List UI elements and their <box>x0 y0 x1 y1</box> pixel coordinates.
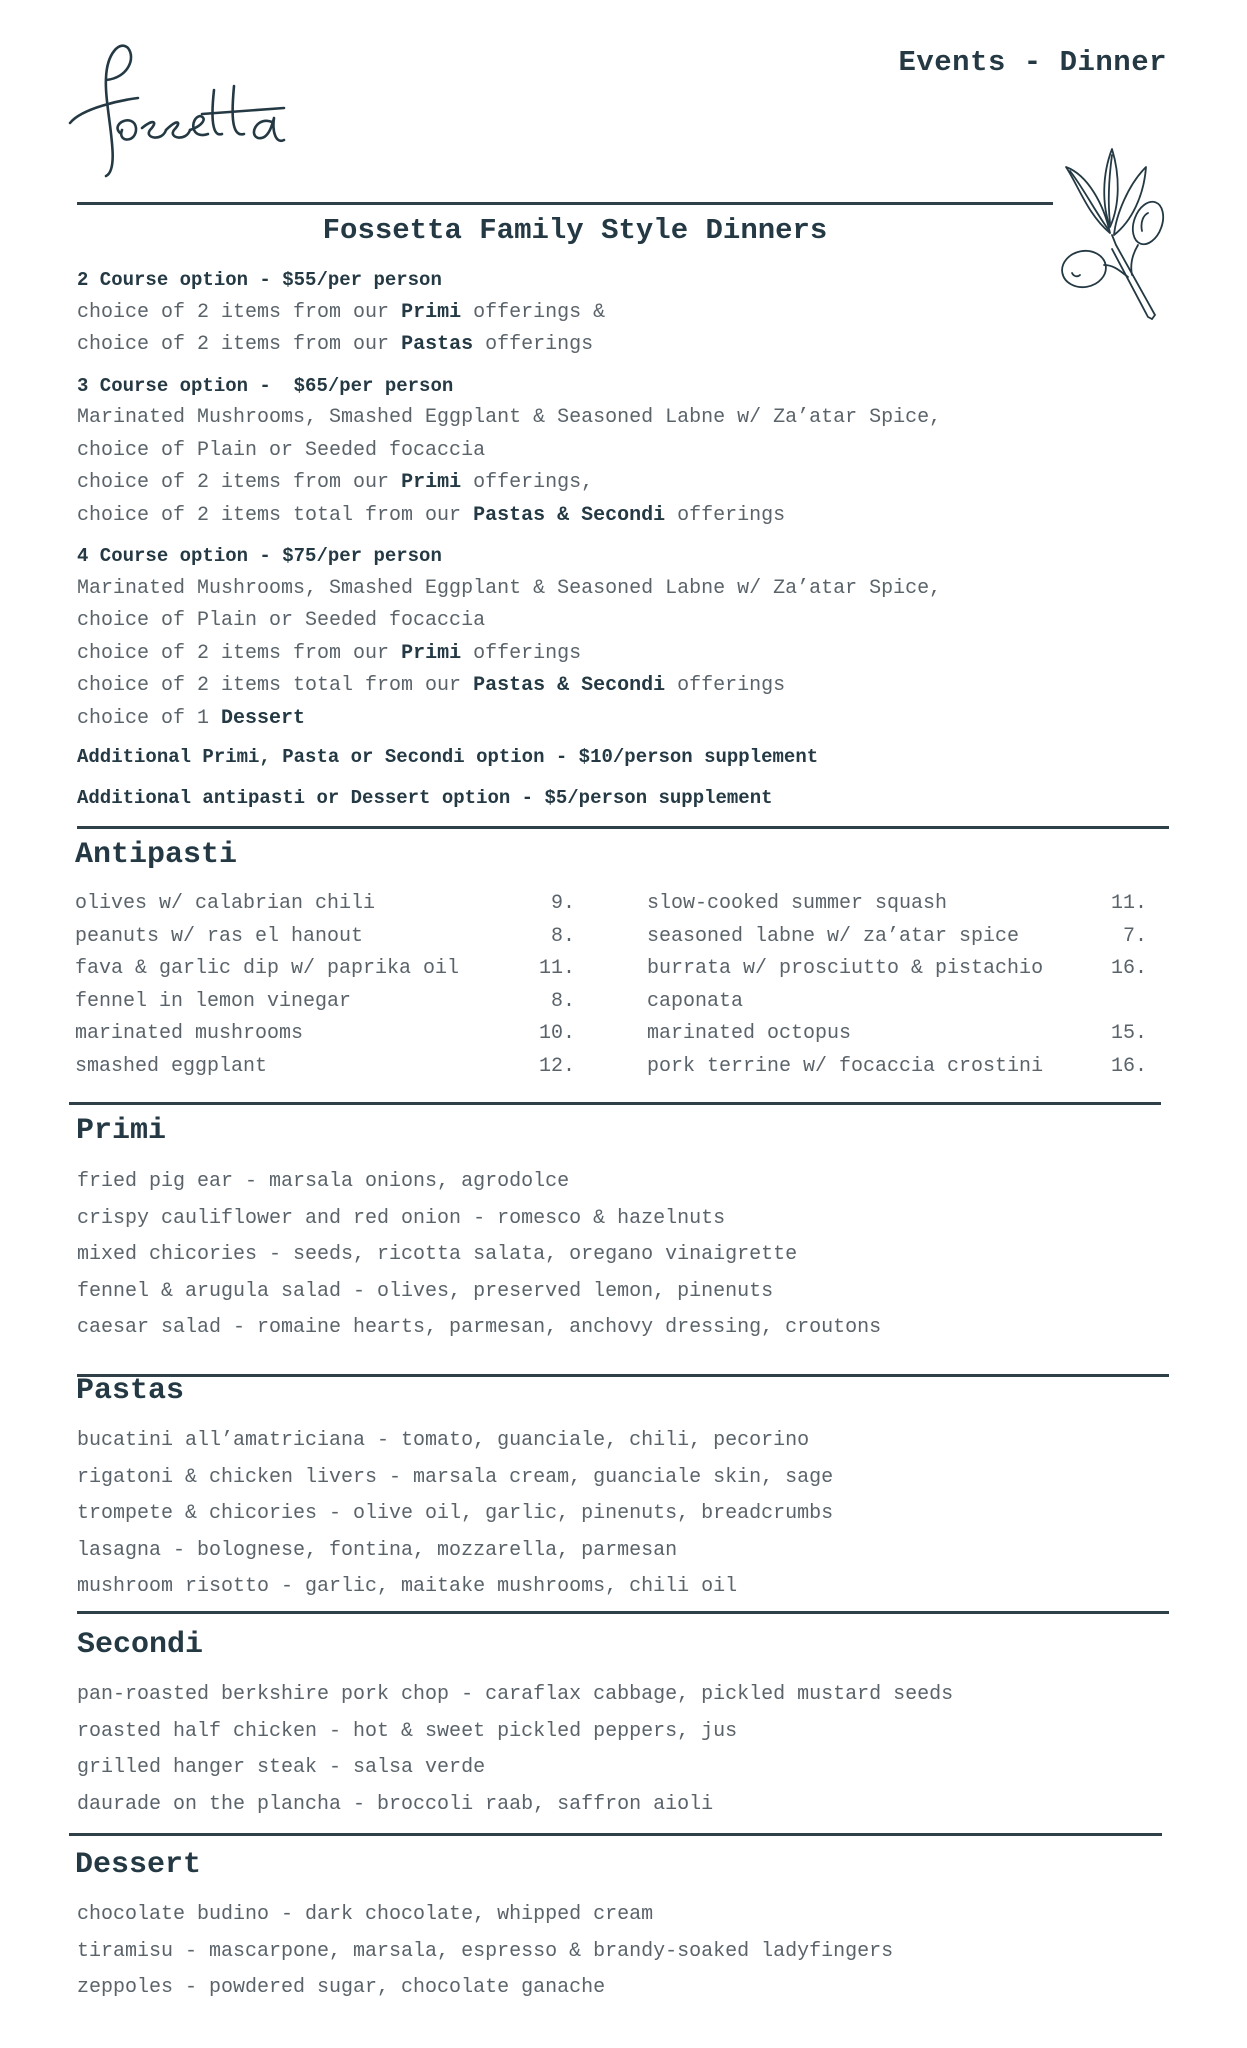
dessert-list <box>77 1897 893 2007</box>
price: 12. <box>538 1054 575 1078</box>
menu-item: fennel in lemon vinegar 8. <box>75 986 575 1019</box>
option-heading: 3 Course option - $65/per person <box>77 374 454 397</box>
antipasti-divider <box>77 826 1169 829</box>
price <box>1087 986 1147 1019</box>
header-divider <box>77 202 1053 205</box>
dessert-title: Dessert <box>75 1848 202 1882</box>
option-heading: 2 Course option - $55/per person <box>77 269 442 291</box>
pastas-list <box>77 1423 833 1606</box>
menu-item: bucatini all’amatriciana - tomato, guanciale, chili, pecorino <box>77 1429 810 1452</box>
option-heading: 4 Course option - $75/per person <box>77 545 442 567</box>
option-line: choice of 2 items from our Pastas offerings <box>77 333 594 356</box>
option-line: choice of Plain or Seeded focaccia <box>77 438 486 462</box>
menu-item: burrata w/ prosciutto & pistachio 16. <box>647 953 1147 986</box>
menu-item: caponata <box>647 986 1147 1019</box>
menu-item: mixed chicories - seeds, ricotta salata, oregano vinaigrette <box>77 1243 798 1266</box>
menu-item: chocolate budino - dark chocolate, whipped cream <box>77 1903 654 1926</box>
menu-item: roasted half chicken - hot & sweet pickled peppers, jus <box>77 1719 738 1743</box>
antipasti-right-column <box>647 888 1147 1083</box>
price: 8. <box>550 924 575 948</box>
option-line: choice of 2 items total from our Pastas & Secondi offerings <box>77 674 786 697</box>
menu-item: grilled hanger steak - salsa verde <box>77 1756 486 1779</box>
dessert-divider <box>69 1833 1162 1836</box>
price: 7. <box>1122 924 1147 948</box>
menu-item: fava & garlic dip w/ paprika oil 11. <box>75 953 575 986</box>
menu-item: pan-roasted berkshire pork chop - caraflax cabbage, pickled mustard seeds <box>77 1683 954 1706</box>
option-line: choice of 2 items from our Primi offerings & <box>77 300 606 324</box>
price: 10. <box>538 1022 575 1045</box>
menu-item: tiramisu - mascarpone, marsala, espresso & brandy-soaked ladyfingers <box>77 1939 894 1963</box>
menu-item: mushroom risotto - garlic, maitake mushrooms, chili oil <box>77 1575 738 1598</box>
menu-item: rigatoni & chicken livers - marsala cream, guanciale skin, sage <box>77 1465 834 1489</box>
menu-item: pork terrine w/ focaccia crostini 16. <box>647 1051 1147 1084</box>
primi-title: Primi <box>76 1114 167 1148</box>
price: 15. <box>1110 1022 1147 1045</box>
secondi-divider <box>77 1611 1169 1614</box>
option-4-course <box>77 540 977 735</box>
menu-item: marinated octopus 15. <box>647 1018 1147 1051</box>
menu-item: lasagna - bolognese, fontina, mozzarella, parmesan <box>77 1538 678 1562</box>
menu-item: fennel & arugula salad - olives, preserved lemon, pinenuts <box>77 1279 774 1303</box>
fossetta-logo <box>62 18 312 188</box>
price: 11. <box>1110 892 1147 915</box>
supplement-antipasti-dessert: Additional antipasti or Dessert option - $5/person supplement <box>77 787 773 809</box>
primi-divider <box>69 1102 1161 1105</box>
menu-item: seasoned labne w/ za’atar spice 7. <box>647 921 1147 954</box>
option-line: choice of 2 items from our Primi offerings, <box>77 471 594 494</box>
secondi-list <box>77 1677 953 1823</box>
menu-item: peanuts w/ ras el hanout 8. <box>75 921 575 954</box>
option-line: Marinated Mushrooms, Smashed Eggplant & Seasoned Labne w/ Za’atar Spice, <box>77 576 942 600</box>
option-line: choice of 2 items from our Primi offerings <box>77 641 582 665</box>
pastas-title: Pastas <box>76 1374 185 1408</box>
secondi-title: Secondi <box>77 1628 204 1662</box>
menu-item: zeppoles - powdered sugar, chocolate ganache <box>77 1976 606 1999</box>
menu-item: trompete & chicories - olive oil, garlic, pinenuts, breadcrumbs <box>77 1502 834 1525</box>
menu-item: marinated mushrooms 10. <box>75 1018 575 1051</box>
option-line: choice of 1 Dessert <box>77 706 306 730</box>
menu-item: crispy cauliflower and red onion - romesco & hazelnuts <box>77 1206 726 1230</box>
family-style-options <box>77 264 977 735</box>
option-line: Marinated Mushrooms, Smashed Eggplant & Seasoned Labne w/ Za’atar Spice, <box>77 406 942 429</box>
supplement-primi-pasta-secondi: Additional Primi, Pasta or Secondi option - $10/person supplement <box>77 746 819 768</box>
price: 8. <box>550 989 575 1013</box>
menu-item: slow-cooked summer squash 11. <box>647 888 1147 921</box>
menu-item: olives w/ calabrian chili 9. <box>75 888 575 921</box>
option-2-course <box>77 264 977 362</box>
option-3-course <box>77 370 977 533</box>
option-line: choice of 2 items total from our Pastas & Secondi offerings <box>77 503 786 527</box>
pastas-divider <box>77 1374 1169 1377</box>
price: 11. <box>538 957 575 980</box>
menu-item: daurade on the plancha - broccoli raab, saffron aioli <box>77 1792 714 1816</box>
menu-item: smashed eggplant 12. <box>75 1051 575 1084</box>
antipasti-left-column <box>75 888 575 1083</box>
menu-item: fried pig ear - marsala onions, agrodolce <box>77 1170 570 1193</box>
page-label: Events - Dinner <box>898 46 1167 79</box>
price: 16. <box>1110 1054 1147 1078</box>
option-line: choice of Plain or Seeded focaccia <box>77 609 486 632</box>
price: 9. <box>550 892 575 915</box>
price: 16. <box>1110 957 1147 980</box>
family-style-title: Fossetta Family Style Dinners <box>322 214 828 247</box>
antipasti-title: Antipasti <box>75 838 238 872</box>
menu-item: caesar salad - romaine hearts, parmesan, anchovy dressing, croutons <box>77 1316 882 1339</box>
primi-list <box>77 1164 881 1347</box>
